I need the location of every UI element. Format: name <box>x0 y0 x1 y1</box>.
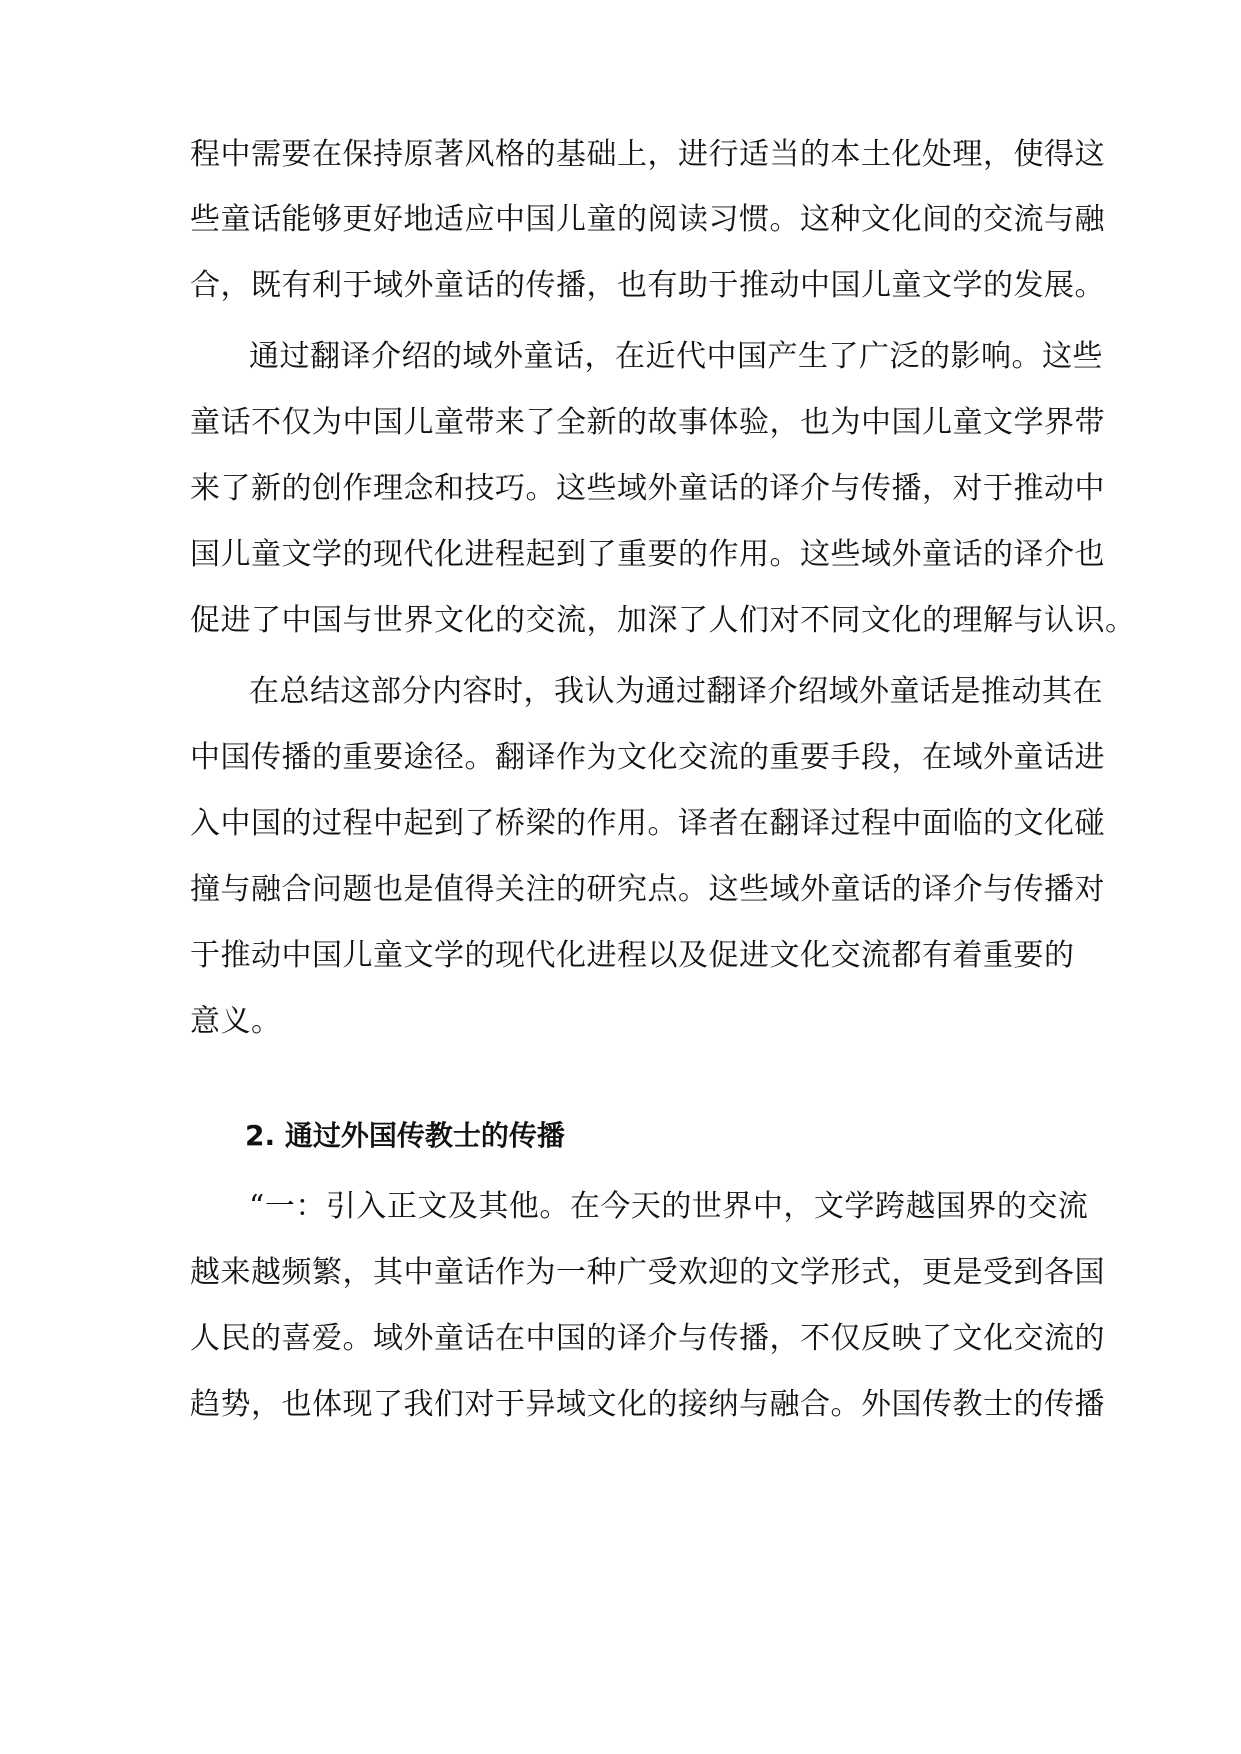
paragraph-2-line-4: 国儿童文学的现代化进程起到了重要的作用。这些域外童话的译介也 <box>190 537 1105 572</box>
paragraph-4-line-1: “一：引入正文及其他。在今天的世界中，文学跨越国界的交流 <box>249 1189 1089 1224</box>
paragraph-3-line-2: 中国传播的重要途径。翻译作为文化交流的重要手段，在域外童话进 <box>190 740 1105 775</box>
paragraph-1-line-2: 些童话能够更好地适应中国儿童的阅读习惯。这种文化间的交流与融 <box>190 202 1105 237</box>
paragraph-2-line-5: 促进了中国与世界文化的交流，加深了人们对不同文化的理解与认识。 <box>190 603 1136 638</box>
paragraph-3-line-6: 意义。 <box>190 1004 282 1039</box>
paragraph-3-line-3: 入中国的过程中起到了桥梁的作用。译者在翻译过程中面临的文化碰 <box>190 806 1105 841</box>
paragraph-4-line-4: 趋势，也体现了我们对于异域文化的接纳与融合。外国传教士的传播 <box>190 1387 1105 1422</box>
paragraph-4-line-3: 人民的喜爱。域外童话在中国的译介与传播，不仅反映了文化交流的 <box>190 1321 1105 1356</box>
paragraph-3-line-1: 在总结这部分内容时，我认为通过翻译介绍域外童话是推动其在 <box>249 674 1103 709</box>
paragraph-1-line-1: 程中需要在保持原著风格的基础上，进行适当的本土化处理，使得这 <box>190 137 1105 172</box>
paragraph-3-line-5: 于推动中国儿童文学的现代化进程以及促进文化交流都有着重要的 <box>190 938 1075 973</box>
paragraph-4-line-2: 越来越频繁，其中童话作为一种广受欢迎的文学形式，更是受到各国 <box>190 1255 1105 1290</box>
paragraph-2-line-2: 童话不仅为中国儿童带来了全新的故事体验，也为中国儿童文学界带 <box>190 405 1105 440</box>
paragraph-3-line-4: 撞与融合问题也是值得关注的研究点。这些域外童话的译介与传播对 <box>190 872 1105 907</box>
paragraph-2-line-1: 通过翻译介绍的域外童话，在近代中国产生了广泛的影响。这些 <box>249 339 1103 374</box>
section-heading: 2. 通过外国传教士的传播 <box>245 1119 565 1152</box>
paragraph-1-line-3: 合，既有利于域外童话的传播，也有助于推动中国儿童文学的发展。 <box>190 268 1105 303</box>
paragraph-2-line-3: 来了新的创作理念和技巧。这些域外童话的译介与传播，对于推动中 <box>190 471 1105 506</box>
